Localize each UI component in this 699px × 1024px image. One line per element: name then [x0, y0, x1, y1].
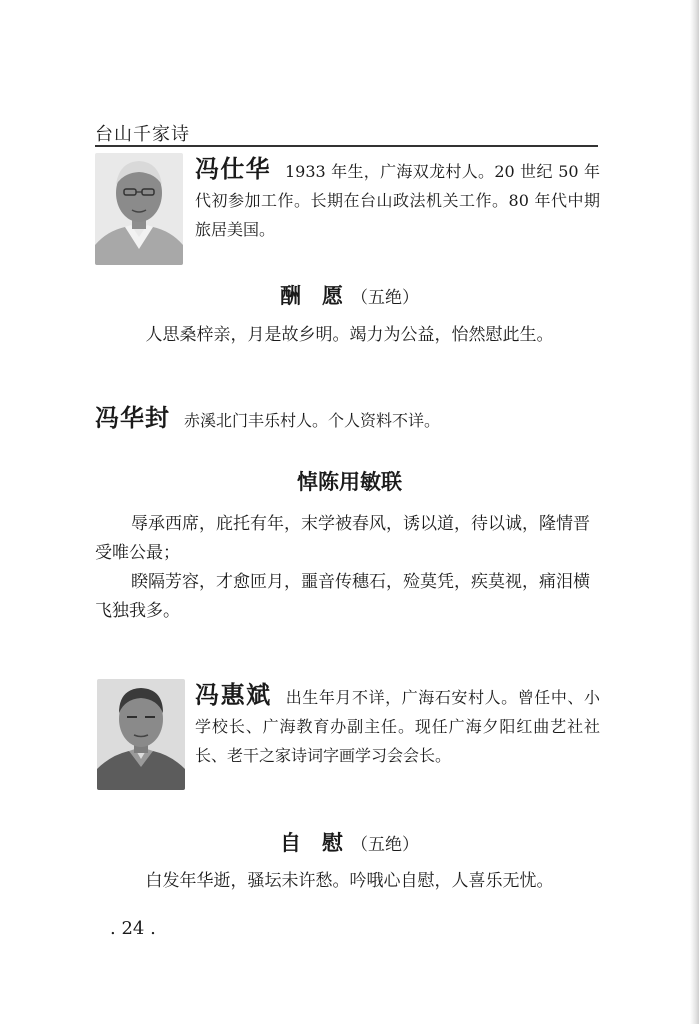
couplet-text	[95, 510, 600, 626]
header-rule	[95, 145, 598, 147]
portrait-photo-2	[97, 679, 185, 790]
poem-title-text-1: 酬 愿	[280, 284, 343, 308]
poem-text-3: 白发年华逝，骚坛未许愁。吟哦心自慰，人喜乐无忧。	[145, 871, 554, 891]
poem-form-1: （五绝）	[351, 288, 419, 308]
poem-title-2	[0, 466, 699, 496]
bio-body-3: 出生年月不详，广海石安村人。曾任中、小学校长、广海教育办副主任。现任广海夕阳红曲艺社社长、老干之家诗词字画学习会会长。	[195, 688, 600, 765]
author-name-1: 冯仕华	[195, 155, 271, 183]
portrait-photo-1	[95, 153, 183, 265]
poem-title-1	[0, 280, 699, 310]
bio-text-1	[195, 155, 600, 244]
bio-text-2	[95, 404, 600, 435]
poem-text-1: 人思桑梓亲，月是故乡明。竭力为公益，怡然慰此生。	[145, 325, 554, 345]
poem-title-3	[0, 827, 699, 857]
running-head: 台山千家诗	[95, 124, 190, 145]
author-name-2: 冯华封	[95, 404, 170, 432]
poem-title-text-3: 自 慰	[280, 831, 343, 855]
poem-form-3: （五绝）	[351, 835, 419, 855]
bio-body-2: 赤溪北门丰乐村人。个人资料不详。	[184, 411, 441, 430]
page-number: . 24 .	[110, 918, 156, 939]
bio-body-1: 1933 年生，广海双龙村人。20 世纪 50 年代初参加工作。长期在台山政法机关工作。80 年代中期旅居美国。	[195, 162, 600, 239]
poem-title-text-2: 悼陈用敏联	[297, 470, 402, 494]
author-name-3: 冯惠斌	[195, 681, 272, 709]
couplet-line-2: 睽隔芳容，才愈匝月，噩音传穗石，殓莫凭，疾莫视，痛泪横飞独我多。	[95, 572, 590, 621]
couplet-line-1: 辱承西席，庇托有年，末学被春风，诱以道，待以诚，隆情晋受唯公最；	[95, 514, 590, 563]
bio-text-3	[195, 681, 600, 770]
